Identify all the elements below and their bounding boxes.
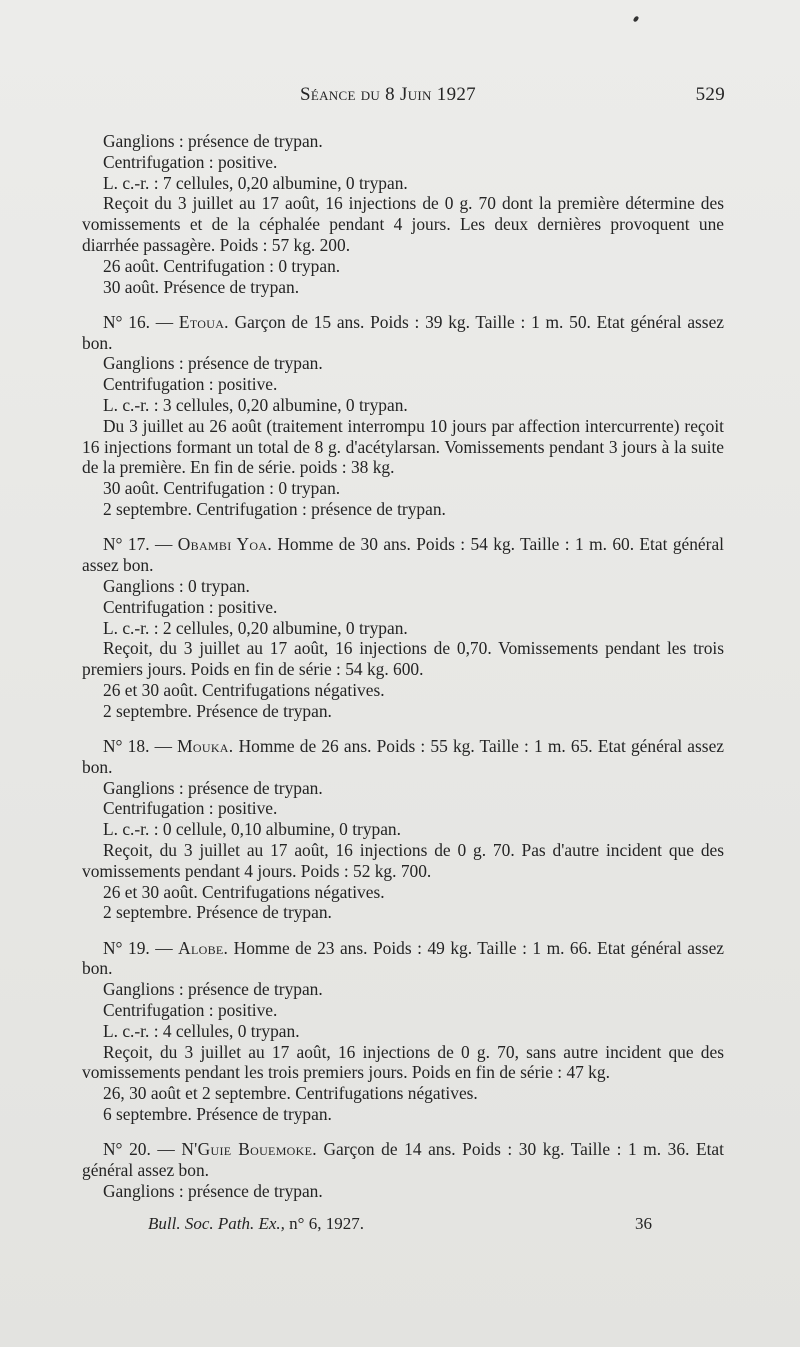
case-number: N° 20.	[103, 1139, 151, 1160]
paragraph: L. c.-r. : 7 cellules, 0,20 albumine, 0 trypan.	[103, 172, 408, 193]
footer	[148, 1214, 652, 1238]
paragraph: Ganglions : présence de trypan.	[103, 131, 323, 151]
running-header	[300, 84, 725, 110]
document-body	[82, 131, 724, 1202]
paragraph: L. c.-r. : 3 cellules, 0,20 albumine, 0 trypan.	[103, 395, 408, 416]
paragraph: 6 septembre. Présence de trypan.	[103, 1104, 332, 1125]
case-entry-16: N° 16. — Etoua. Garçon de 15 ans. Poids : 39 kg. Taille : 1 m. 50. Etat général assez bon.	[82, 311, 725, 353]
citation-journal: Bull. Soc. Path. Ex.,	[148, 1214, 290, 1233]
paragraph: Reçoit, du 3 juillet au 17 août, 16 injections de 0,70. Vomissements pendant les trois premiers jours. Poids en fin de série : 54 kg. 600.	[82, 638, 724, 680]
paragraph: Ganglions : 0 trypan.	[103, 575, 250, 596]
paragraph: Reçoit du 3 juillet au 17 août, 16 injections de 0 g. 70 dont la première détermine des vomissements et de la céphalée pendant 4 jours. Les deux dernières provoquent une diarrhée passagère. Poids : 57 kg. 200.	[82, 193, 724, 255]
case-number: N° 17.	[103, 534, 150, 555]
paragraph: 26 août. Centrifugation : 0 trypan.	[103, 255, 341, 276]
paragraph: Reçoit, du 3 juillet au 17 août, 16 injections de 0 g. 70. Pas d'autre incident que des vomissements pendant 4 jours. Poids : 52 kg. 700.	[82, 840, 724, 881]
paragraph: Du 3 juillet au 26 août (traitement interrompu 10 jours par affection intercurrente) reçoit 16 injections formant un total de 8 g. d'acétylarsan. Vomissements pendant 3 jours à la suite de la première. En fin de série. poids : 38 kg.	[82, 415, 724, 478]
paragraph: 26 et 30 août. Centrifugations négatives.	[103, 881, 385, 902]
case-entry-18: N° 18. — Mouka. Homme de 26 ans. Poids : 55 kg. Taille : 1 m. 65. Etat général assez bon.	[82, 736, 725, 777]
paragraph: Ganglions : présence de trypan.	[103, 1180, 323, 1201]
paragraph: Ganglions : présence de trypan.	[103, 979, 323, 1000]
paragraph: Centrifugation : positive.	[103, 596, 278, 617]
paragraph: Centrifugation : positive.	[103, 374, 278, 395]
paragraph: L. c.-r. : 4 cellules, 0 trypan.	[103, 1020, 300, 1041]
paragraph: 2 septembre. Centrifugation : présence de trypan.	[103, 499, 446, 520]
patient-name: N'Guie Bouemoke.	[181, 1139, 317, 1160]
citation-issue: n° 6, 1927.	[289, 1214, 364, 1233]
case-summary: Homme de 23 ans. Poids : 49 kg. Taille : 1 m. 66. Etat général assez bon.	[82, 937, 725, 979]
case-number: N° 16.	[103, 311, 151, 332]
paragraph: Centrifugation : positive.	[103, 151, 278, 172]
case-summary: Garçon de 14 ans. Poids : 30 kg. Taille : 1 m. 36. Etat général assez bon.	[82, 1139, 724, 1181]
paragraph: Reçoit, du 3 juillet au 17 août, 16 injections de 0 g. 70, sans autre incident que des vomissements pendant les trois premiers jours. Poids en fin de série : 47 kg.	[82, 1041, 724, 1083]
case-entry-20: N° 20. — N'Guie Bouemoke. Garçon de 14 ans. Poids : 30 kg. Taille : 1 m. 36. Etat général assez bon.	[82, 1139, 724, 1181]
paragraph: 2 septembre. Présence de trypan.	[103, 902, 332, 923]
paragraph: 26 et 30 août. Centrifugations négatives.	[103, 679, 385, 700]
header-title: Séance du 8 Juin 1927	[300, 84, 476, 105]
citation	[148, 1214, 364, 1234]
paragraph: 26, 30 août et 2 septembre. Centrifugations négatives.	[103, 1083, 478, 1104]
case-summary: Homme de 26 ans. Poids : 55 kg. Taille : 1 m. 65. Etat général assez bon.	[82, 736, 725, 777]
ink-speck	[633, 15, 639, 22]
paragraph: Ganglions : présence de trypan.	[103, 353, 323, 374]
paragraph: L. c.-r. : 0 cellule, 0,10 albumine, 0 trypan.	[103, 819, 401, 840]
case-entry-17: N° 17. — Obambi Yoa. Homme de 30 ans. Poids : 54 kg. Taille : 1 m. 60. Etat général assez bon.	[82, 534, 724, 576]
case-entry-19: N° 19. — Alobe. Homme de 23 ans. Poids : 49 kg. Taille : 1 m. 66. Etat général assez bon.	[82, 937, 725, 979]
case-summary: Garçon de 15 ans. Poids : 39 kg. Taille : 1 m. 50. Etat général assez bon.	[82, 311, 725, 353]
paragraph: 30 août. Centrifugation : 0 trypan.	[103, 478, 341, 499]
paragraph: Centrifugation : positive.	[103, 798, 278, 819]
patient-name: Mouka.	[177, 736, 234, 757]
patient-name: Etoua.	[178, 311, 229, 332]
paragraph: L. c.-r. : 2 cellules, 0,20 albumine, 0 trypan.	[103, 617, 408, 638]
case-number: N° 19.	[103, 937, 150, 958]
page-number: 529	[695, 84, 725, 105]
paragraph: Ganglions : présence de trypan.	[103, 777, 323, 798]
case-number: N° 18.	[103, 736, 150, 757]
patient-name: Obambi Yoa.	[177, 534, 272, 555]
patient-name: Alobe.	[178, 937, 229, 958]
paragraph: Centrifugation : positive.	[103, 1000, 278, 1021]
paragraph: 30 août. Présence de trypan.	[103, 276, 300, 297]
signature-mark: 36	[635, 1214, 652, 1233]
paragraph: 2 septembre. Présence de trypan.	[103, 700, 332, 721]
case-summary: Homme de 30 ans. Poids : 54 kg. Taille : 1 m. 60. Etat général assez bon.	[82, 534, 724, 576]
